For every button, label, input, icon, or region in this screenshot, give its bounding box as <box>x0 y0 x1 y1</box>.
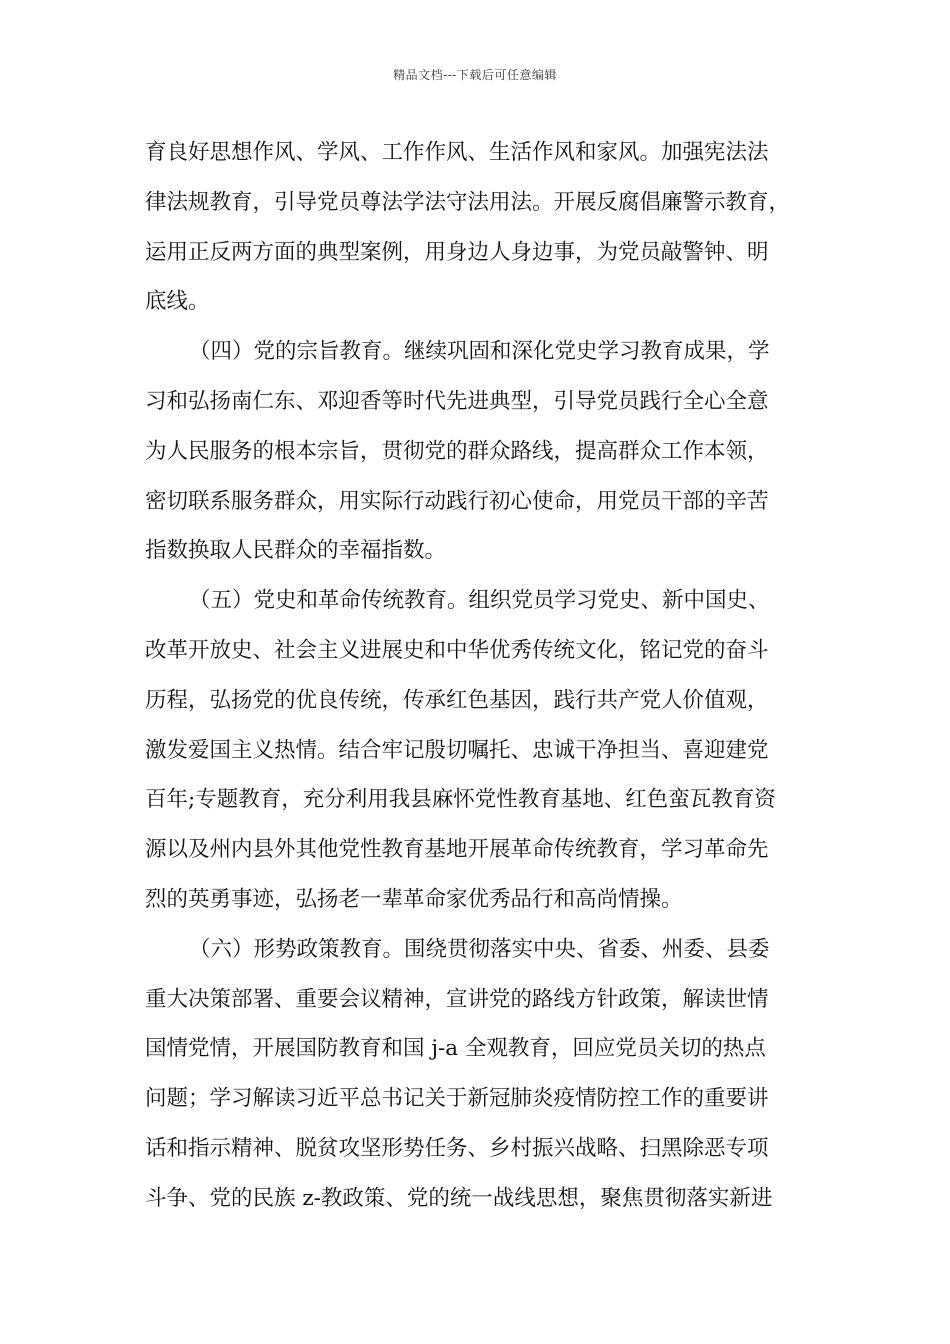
text-line: 密切联系服务群众，用实际行动践行初心使命，用党员干部的辛苦 <box>145 488 769 514</box>
text-line: 律法规教育，引导党员尊法学法守法用法。开展反腐倡廉警示教育， <box>145 189 791 215</box>
text-line: 改革开放史、社会主义进展史和中华优秀传统文化，铭记党的奋斗 <box>145 637 769 663</box>
text-line: 习和弘扬南仁东、邓迎香等时代先进典型，引导党员践行全心全意 <box>145 388 769 414</box>
page-header: 精品文档---下载后可任意编辑 <box>393 68 557 82</box>
text-line: 斗争、党的民族 z-教政策、党的统一战线思想，聚焦贯彻落实新进 <box>145 1185 773 1211</box>
text-line: 源以及州内县外其他党性教育基地开展革命传统教育，学习革命先 <box>145 837 769 863</box>
text-line: 育良好思想作风、学风、工作作风、生活作风和家风。加强宪法法 <box>145 140 769 165</box>
text-line: 为人民服务的根本宗旨，贯彻党的群众路线，提高群众工作本领， <box>145 438 769 464</box>
paragraph-first-line: （六）形势政策教育。围绕贯彻落实中央、省委、州委、县委 <box>189 936 770 962</box>
text-line: 底线。 <box>145 289 210 315</box>
text-line: 激发爱国主义热情。结合牢记殷切嘱托、忠诚干净担当、喜迎建党 <box>145 737 769 763</box>
text-line: 历程，弘扬党的优良传统，传承红色基因，践行共产党人价值观， <box>145 687 769 713</box>
text-line: 运用正反两方面的典型案例，用身边人身边事，为党员敲警钟、明 <box>145 239 769 265</box>
text-line: 话和指示精神、脱贫攻坚形势任务、乡村振兴战略、扫黑除恶专项 <box>145 1135 769 1161</box>
text-line: 国情党情，开展国防教育和国 j-a 全观教育，回应党员关切的热点 <box>145 1036 766 1062</box>
body-text <box>145 128 825 1224</box>
text-line: 烈的英勇事迹，弘扬老一辈革命家优秀品行和高尚情操。 <box>145 886 683 912</box>
text-line: 指数换取人民群众的幸福指数。 <box>145 538 447 564</box>
paragraph-first-line: （五）党史和革命传统教育。组织党员学习党史、新中国史、 <box>189 588 770 614</box>
paragraph-first-line: （四）党的宗旨教育。继续巩固和深化党史学习教育成果，学 <box>189 339 770 365</box>
text-line: 问题；学习解读习近平总书记关于新冠肺炎疫情防控工作的重要讲 <box>145 1086 769 1112</box>
text-line: 重大决策部署、重要会议精神，宣讲党的路线方针政策，解读世情 <box>145 986 769 1012</box>
text-line: 百年;专题教育，充分利用我县麻怀党性教育基地、红色蛮瓦教育资 <box>145 787 776 813</box>
